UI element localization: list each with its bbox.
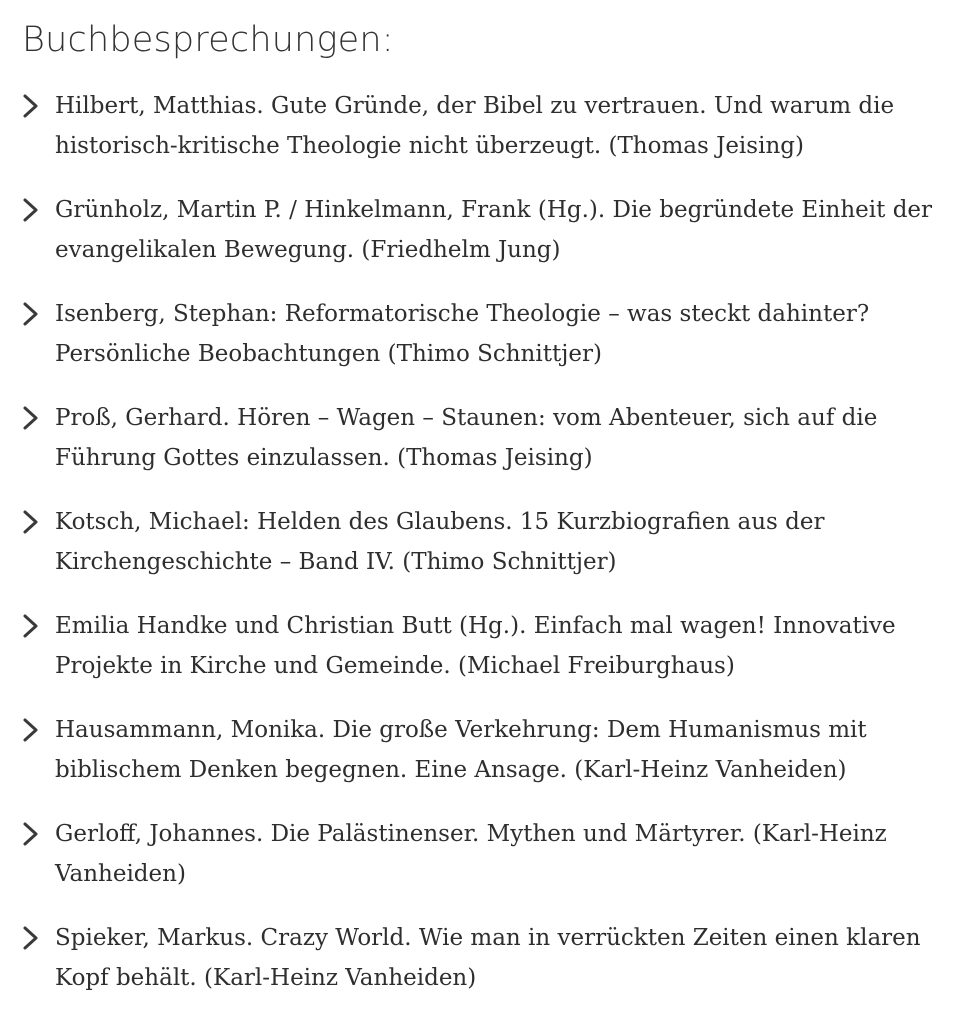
chevron-right-icon	[20, 197, 42, 223]
review-item-6[interactable]	[0, 606, 970, 686]
book-review-list	[0, 86, 970, 1022]
review-item-4[interactable]	[0, 398, 970, 478]
chevron-right-icon	[20, 509, 42, 535]
chevron-right-icon	[20, 301, 42, 327]
review-item-7[interactable]	[0, 710, 970, 790]
chevron-right-icon	[20, 925, 42, 951]
review-link-text[interactable]: Kotsch, Michael: Helden des Glaubens. 15 Kurzbiografien aus der Kirchengeschichte – Band IV. (Thimo Schnittjer)	[55, 509, 825, 575]
section-heading: Buchbesprechungen:	[22, 20, 394, 60]
review-item-2[interactable]	[0, 190, 970, 270]
review-item-5[interactable]	[0, 502, 970, 582]
chevron-right-icon	[20, 821, 42, 847]
review-link-text[interactable]: Spieker, Markus. Crazy World. Wie man in verrückten Zeiten einen klaren Kopf behält. (Karl-Heinz Vanheiden)	[55, 925, 921, 991]
chevron-right-icon	[20, 613, 42, 639]
review-item-9[interactable]	[0, 918, 970, 998]
review-link-text[interactable]: Hausammann, Monika. Die große Verkehrung: Dem Humanismus mit biblischem Denken begegnen. Eine Ansage. (Karl-Heinz Vanheiden)	[55, 717, 867, 783]
review-link-text[interactable]: Hilbert, Matthias. Gute Gründe, der Bibel zu vertrauen. Und warum die historisch-kritische Theologie nicht überzeugt. (Thomas Jeising)	[55, 93, 895, 159]
chevron-right-icon	[20, 93, 42, 119]
review-link-text[interactable]: Grünholz, Martin P. / Hinkelmann, Frank (Hg.). Die begründete Einheit der evangelikalen Bewegung. (Friedhelm Jung)	[55, 197, 933, 263]
review-item-3[interactable]	[0, 294, 970, 374]
review-link-text[interactable]: Emilia Handke und Christian Butt (Hg.). Einfach mal wagen! Innovative Projekte in Kirche und Gemeinde. (Michael Freiburghaus)	[55, 613, 896, 679]
review-link-text[interactable]: Gerloff, Johannes. Die Palästinenser. Mythen und Märtyrer. (Karl-Heinz Vanheiden)	[55, 821, 887, 887]
chevron-right-icon	[20, 405, 42, 431]
review-link-text[interactable]: Proß, Gerhard. Hören – Wagen – Staunen: vom Abenteuer, sich auf die Führung Gottes einzulassen. (Thomas Jeising)	[55, 405, 878, 471]
review-link-text[interactable]: Isenberg, Stephan: Reformatorische Theologie – was steckt dahinter? Persönliche Beobachtungen (Thimo Schnittjer)	[55, 301, 870, 367]
chevron-right-icon	[20, 717, 42, 743]
review-item-8[interactable]	[0, 814, 970, 894]
review-item-1[interactable]	[0, 86, 970, 166]
